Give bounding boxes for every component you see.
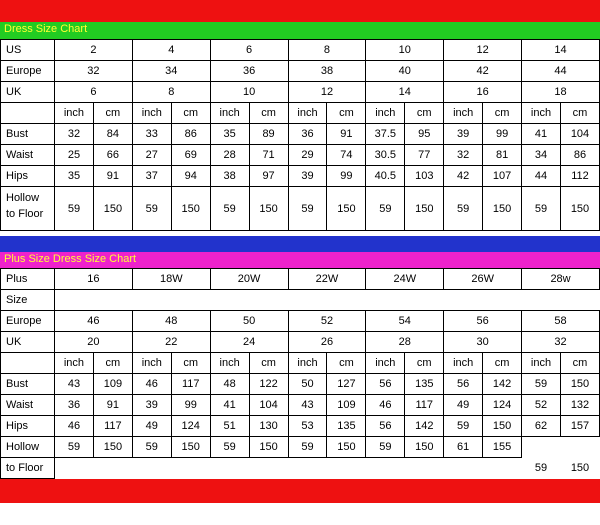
measure-cell: 127 — [327, 374, 366, 395]
unit-cell: inch — [522, 103, 561, 124]
measure-cell: 56 — [444, 374, 483, 395]
measure-cell: 44 — [522, 166, 561, 187]
measure-cell: 77 — [405, 145, 444, 166]
cell-plus-4: 22W — [288, 269, 366, 290]
measure-cell: 27 — [132, 145, 171, 166]
cell-uk-3: 10 — [210, 82, 288, 103]
trailing-cell — [483, 458, 522, 479]
unit-cell: cm — [93, 103, 132, 124]
row-label-plus-size-line2: Size — [1, 290, 55, 311]
trailing-cell — [327, 458, 366, 479]
row-label-uk: UK — [1, 82, 55, 103]
cell-uk-7: 18 — [522, 82, 600, 103]
unit-cell: inch — [366, 353, 405, 374]
measure-cell: 34 — [522, 145, 561, 166]
measure-cell: 62 — [522, 416, 561, 437]
cell-uk-4: 12 — [288, 82, 366, 103]
measure-cell: 135 — [327, 416, 366, 437]
unit-cell: cm — [327, 103, 366, 124]
unit-cell: inch — [132, 353, 171, 374]
cell-uk-1: 20 — [55, 332, 133, 353]
measure-cell: 150 — [327, 187, 366, 231]
table-row — [1, 374, 600, 395]
measure-cell: 59 — [132, 187, 171, 231]
measure-cell: 52 — [522, 395, 561, 416]
measure-cell: 35 — [55, 166, 94, 187]
table-row — [1, 82, 600, 103]
measure-cell: 56 — [366, 374, 405, 395]
measure-cell: 59 — [288, 187, 327, 231]
measure-cell: 56 — [366, 416, 405, 437]
measure-cell: 150 — [560, 187, 599, 231]
spacer-cell — [55, 290, 133, 311]
cell-eu-2: 48 — [132, 311, 210, 332]
measure-cell: 59 — [366, 187, 405, 231]
spacer-cell — [288, 290, 366, 311]
row-label-waist: Waist — [1, 395, 55, 416]
cell-uk-3: 24 — [210, 332, 288, 353]
cell-eu-3: 50 — [210, 311, 288, 332]
cell-eu-7: 58 — [522, 311, 600, 332]
cell-uk-5: 28 — [366, 332, 444, 353]
table-row — [1, 145, 600, 166]
measure-cell: 81 — [483, 145, 522, 166]
measure-cell: 46 — [366, 395, 405, 416]
measure-cell: 150 — [483, 187, 522, 231]
measure-cell: 59 — [210, 437, 249, 458]
measure-cell: 91 — [327, 124, 366, 145]
chart1-title: Dress Size Chart — [4, 23, 88, 35]
cell-plus-5: 24W — [366, 269, 444, 290]
measure-cell: 59 — [132, 437, 171, 458]
unit-cell: cm — [93, 353, 132, 374]
measure-cell: 69 — [171, 145, 210, 166]
measure-cell: 150 — [405, 437, 444, 458]
measure-cell: 50 — [288, 374, 327, 395]
measure-cell: 124 — [483, 395, 522, 416]
measure-cell: 91 — [93, 166, 132, 187]
unit-row-label — [1, 353, 55, 374]
measure-cell: 49 — [444, 395, 483, 416]
measure-cell: 39 — [132, 395, 171, 416]
cell-plus-7: 28w — [522, 269, 600, 290]
row-label-europe: Europe — [1, 61, 55, 82]
unit-cell: inch — [366, 103, 405, 124]
unit-cell: cm — [327, 353, 366, 374]
measure-cell: 142 — [483, 374, 522, 395]
measure-cell: 59 — [444, 187, 483, 231]
measure-cell: 48 — [210, 374, 249, 395]
measure-cell: 150 — [327, 437, 366, 458]
measure-cell: 32 — [444, 145, 483, 166]
row-label-line2: to Floor — [6, 208, 44, 220]
measure-cell-empty — [522, 437, 561, 458]
measure-cell: 30.5 — [366, 145, 405, 166]
measure-cell: 32 — [55, 124, 94, 145]
table-row — [1, 290, 600, 311]
measure-cell: 46 — [55, 416, 94, 437]
cell-eu-6: 56 — [444, 311, 522, 332]
trailing-cell — [132, 458, 171, 479]
measure-cell: 41 — [522, 124, 561, 145]
measure-cell: 35 — [210, 124, 249, 145]
cell-us-8: 8 — [288, 40, 366, 61]
chart1-title-band — [0, 22, 600, 39]
measure-cell: 104 — [249, 395, 288, 416]
trailing-cell — [93, 458, 132, 479]
top-red-band — [0, 0, 600, 22]
row-label-plus-size: Plus — [1, 269, 55, 290]
measure-cell: 155 — [483, 437, 522, 458]
measure-cell: 150 — [171, 437, 210, 458]
unit-cell: inch — [132, 103, 171, 124]
trailing-cell — [55, 458, 94, 479]
row-label-bust: Bust — [1, 124, 55, 145]
measure-cell: 109 — [93, 374, 132, 395]
cell-us-6: 6 — [210, 40, 288, 61]
trailing-cell — [366, 458, 405, 479]
chart2-title-band — [0, 252, 600, 268]
measure-cell: 37 — [132, 166, 171, 187]
measure-cell: 38 — [210, 166, 249, 187]
measure-cell: 53 — [288, 416, 327, 437]
cell-eu-6: 42 — [444, 61, 522, 82]
cell-us-10: 10 — [366, 40, 444, 61]
blue-divider-band — [0, 236, 600, 252]
row-label-hollow: Hollow — [1, 437, 55, 458]
measure-cell: 107 — [483, 166, 522, 187]
row-label-to-floor: to Floor — [1, 458, 55, 479]
measure-cell: 86 — [560, 145, 599, 166]
measure-cell: 89 — [249, 124, 288, 145]
measure-cell: 142 — [405, 416, 444, 437]
measure-cell: 40.5 — [366, 166, 405, 187]
unit-cell: cm — [560, 103, 599, 124]
measure-cell: 150 — [249, 187, 288, 231]
measure-cell: 117 — [93, 416, 132, 437]
spacer-cell — [444, 290, 522, 311]
unit-cell: cm — [249, 103, 288, 124]
measure-cell: 25 — [55, 145, 94, 166]
measure-cell: 33 — [132, 124, 171, 145]
measure-cell: 99 — [483, 124, 522, 145]
table-row — [1, 332, 600, 353]
measure-cell: 117 — [405, 395, 444, 416]
measure-cell: 51 — [210, 416, 249, 437]
row-label-uk-plus: UK — [1, 332, 55, 353]
measure-cell: 59 — [522, 187, 561, 231]
measure-cell: 150 — [93, 437, 132, 458]
trailing-cell: 59 — [534, 462, 548, 474]
unit-cell: inch — [210, 103, 249, 124]
measure-cell: 99 — [171, 395, 210, 416]
row-label-line1: Hollow — [6, 192, 40, 204]
row-label-hollow-to-floor — [1, 187, 55, 231]
measure-cell-empty — [560, 437, 599, 458]
table-row — [1, 437, 600, 458]
measure-cell: 150 — [171, 187, 210, 231]
measure-cell: 97 — [249, 166, 288, 187]
measure-cell: 86 — [171, 124, 210, 145]
measure-cell: 103 — [405, 166, 444, 187]
dress-size-chart-table — [0, 39, 600, 231]
cell-eu-1: 46 — [55, 311, 133, 332]
measure-cell: 150 — [483, 416, 522, 437]
measure-cell: 59 — [288, 437, 327, 458]
measure-cell: 42 — [444, 166, 483, 187]
table-row — [1, 124, 600, 145]
spacer-cell — [210, 290, 288, 311]
trailing-cell — [405, 458, 444, 479]
spacer-cell — [366, 290, 444, 311]
measure-cell: 99 — [327, 166, 366, 187]
row-label-waist: Waist — [1, 145, 55, 166]
trailing-cell — [288, 458, 327, 479]
cell-uk-2: 8 — [132, 82, 210, 103]
cell-uk-7: 32 — [522, 332, 600, 353]
measure-cell: 59 — [55, 437, 94, 458]
measure-cell: 71 — [249, 145, 288, 166]
spacer-cell — [522, 290, 600, 311]
cell-eu-4: 52 — [288, 311, 366, 332]
table-row-units — [1, 353, 600, 374]
table-row — [1, 416, 600, 437]
row-label-europe-plus: Europe — [1, 311, 55, 332]
unit-cell: inch — [55, 353, 94, 374]
measure-cell: 150 — [93, 187, 132, 231]
unit-cell: cm — [483, 353, 522, 374]
measure-cell: 84 — [93, 124, 132, 145]
measure-cell: 41 — [210, 395, 249, 416]
measure-cell: 109 — [327, 395, 366, 416]
measure-cell: 46 — [132, 374, 171, 395]
unit-cell: cm — [405, 353, 444, 374]
measure-cell: 43 — [288, 395, 327, 416]
measure-cell: 39 — [444, 124, 483, 145]
cell-us-12: 12 — [444, 40, 522, 61]
unit-cell: inch — [288, 103, 327, 124]
trailing-cell — [171, 458, 210, 479]
cell-uk-4: 26 — [288, 332, 366, 353]
measure-cell: 61 — [444, 437, 483, 458]
unit-cell: inch — [444, 353, 483, 374]
cell-uk-6: 16 — [444, 82, 522, 103]
measure-cell: 59 — [210, 187, 249, 231]
table-row — [1, 269, 600, 290]
table-row — [1, 61, 600, 82]
measure-cell: 150 — [405, 187, 444, 231]
measure-cell: 91 — [93, 395, 132, 416]
cell-eu-4: 38 — [288, 61, 366, 82]
cell-uk-5: 14 — [366, 82, 444, 103]
measure-cell: 135 — [405, 374, 444, 395]
row-label-bust: Bust — [1, 374, 55, 395]
row-label-us: US — [1, 40, 55, 61]
cell-eu-5: 40 — [366, 61, 444, 82]
measure-cell: 157 — [560, 416, 599, 437]
unit-cell: cm — [483, 103, 522, 124]
trailing-cell: 150 — [570, 462, 590, 474]
unit-row-label — [1, 103, 55, 124]
measure-cell: 29 — [288, 145, 327, 166]
measure-cell: 28 — [210, 145, 249, 166]
table-row — [1, 40, 600, 61]
table-row-units — [1, 103, 600, 124]
cell-us-4: 4 — [132, 40, 210, 61]
table-row — [1, 187, 600, 231]
cell-eu-1: 32 — [55, 61, 133, 82]
unit-cell: inch — [444, 103, 483, 124]
trailing-cell — [210, 458, 249, 479]
table-row — [1, 166, 600, 187]
measure-cell: 36 — [55, 395, 94, 416]
measure-cell: 95 — [405, 124, 444, 145]
measure-cell: 36 — [288, 124, 327, 145]
unit-cell: inch — [288, 353, 327, 374]
measure-cell: 150 — [249, 437, 288, 458]
cell-us-2: 2 — [55, 40, 133, 61]
chart2-title: Plus Size Dress Size Chart — [4, 253, 137, 265]
unit-cell: inch — [522, 353, 561, 374]
cell-eu-3: 36 — [210, 61, 288, 82]
measure-cell: 112 — [560, 166, 599, 187]
measure-cell: 59 — [366, 437, 405, 458]
measure-cell: 124 — [171, 416, 210, 437]
cell-plus-1: 16 — [55, 269, 133, 290]
cell-us-14: 14 — [522, 40, 600, 61]
measure-cell: 94 — [171, 166, 210, 187]
measure-cell: 39 — [288, 166, 327, 187]
unit-cell: cm — [171, 103, 210, 124]
bottom-red-band — [0, 479, 600, 503]
cell-uk-1: 6 — [55, 82, 133, 103]
cell-eu-2: 34 — [132, 61, 210, 82]
table-row — [1, 395, 600, 416]
measure-cell: 43 — [55, 374, 94, 395]
table-row — [1, 311, 600, 332]
cell-eu-7: 44 — [522, 61, 600, 82]
row-label-hips: Hips — [1, 166, 55, 187]
unit-cell: inch — [210, 353, 249, 374]
measure-cell: 132 — [560, 395, 599, 416]
row-label-hips: Hips — [1, 416, 55, 437]
measure-cell: 74 — [327, 145, 366, 166]
cell-eu-5: 54 — [366, 311, 444, 332]
measure-cell: 59 — [55, 187, 94, 231]
measure-cell: 59 — [444, 416, 483, 437]
measure-cell: 37.5 — [366, 124, 405, 145]
plus-size-dress-chart-table — [0, 268, 600, 479]
trailing-cell — [444, 458, 483, 479]
trailing-cell — [249, 458, 288, 479]
measure-cell: 49 — [132, 416, 171, 437]
unit-cell: cm — [405, 103, 444, 124]
unit-cell: cm — [171, 353, 210, 374]
unit-cell: cm — [560, 353, 599, 374]
cell-uk-6: 30 — [444, 332, 522, 353]
measure-cell: 150 — [560, 374, 599, 395]
cell-uk-2: 22 — [132, 332, 210, 353]
unit-cell: inch — [55, 103, 94, 124]
measure-cell: 59 — [522, 374, 561, 395]
spacer-cell — [132, 290, 210, 311]
cell-plus-6: 26W — [444, 269, 522, 290]
measure-cell: 122 — [249, 374, 288, 395]
table-row — [1, 458, 600, 479]
measure-cell: 66 — [93, 145, 132, 166]
measure-cell: 130 — [249, 416, 288, 437]
measure-cell: 104 — [560, 124, 599, 145]
cell-plus-3: 20W — [210, 269, 288, 290]
cell-plus-2: 18W — [132, 269, 210, 290]
unit-cell: cm — [249, 353, 288, 374]
measure-cell: 117 — [171, 374, 210, 395]
